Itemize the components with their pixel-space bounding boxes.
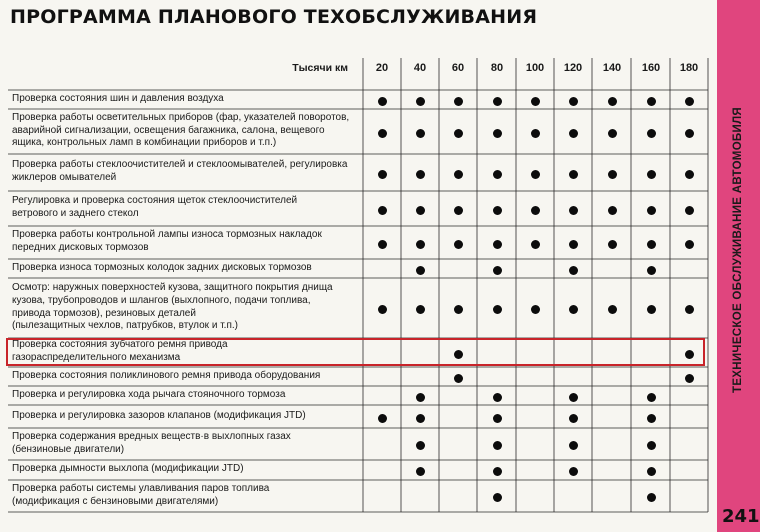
service-dot-20 [378,97,387,106]
row-label-line: Регулировка и проверка состояния щеток стеклоочистителей [12,195,298,207]
service-dot-40 [416,206,425,215]
row-label-line: передних дисковых тормозов [12,242,149,253]
service-dot-160 [647,493,656,502]
service-dot-180 [685,240,694,249]
service-dot-180 [685,305,694,314]
service-dot-100 [531,97,540,106]
column-header-120: 120 [563,62,583,74]
service-dot-80 [493,170,502,179]
row-label-line: (модификация с бензиновыми двигателями) [12,495,219,507]
service-dot-160 [647,206,656,215]
service-dot-160 [647,441,656,450]
service-dot-160 [647,266,656,275]
service-dot-40 [416,441,425,450]
service-dot-160 [647,467,656,476]
service-dot-80 [493,206,502,215]
service-dot-60 [454,374,463,383]
service-dot-160 [647,393,656,402]
service-dot-80 [493,393,502,402]
service-dot-160 [647,97,656,106]
service-dot-140 [608,206,617,215]
column-header-60: 60 [451,62,465,74]
service-dot-60 [454,129,463,138]
row-label-line: Проверка износа тормозных колодок задних дисковых тормозов [12,261,312,273]
service-dot-120 [569,170,578,179]
service-dot-180 [685,206,694,215]
service-dot-180 [685,129,694,138]
service-dot-80 [493,97,502,106]
row-label-line: Проверка содержания вредных веществ·в выхлопных газах [12,430,291,442]
service-dot-40 [416,393,425,402]
service-dot-60 [454,305,463,314]
row-label-line: Проверка дымности выхлопа (модификации JTD) [12,463,244,475]
row-label-line: аварийной сигнализации, освещения багажника, салона, вещевого [12,124,325,136]
service-dot-140 [608,240,617,249]
page-title: ПРОГРАММА ПЛАНОВОГО ТЕХОБСЛУЖИВАНИЯ [10,6,538,28]
row-label-line: Проверка работы осветительных приборов (фар, указателей поворотов, [12,112,350,124]
service-dot-20 [378,414,387,423]
service-dot-100 [531,129,540,138]
service-dot-160 [647,414,656,423]
service-dot-40 [416,467,425,476]
highlight-box [6,338,705,366]
row-label-line: жиклеров омывателей [12,172,117,183]
service-dot-60 [454,170,463,179]
row-label-line: Проверка работы стеклоочистителей и стеклоомывателей, регулировка [12,159,348,171]
service-dot-100 [531,305,540,314]
column-header-20: 20 [375,62,389,74]
service-dot-40 [416,305,425,314]
row-label-line: Проверка состояния зубчатого ремня привода [12,339,228,351]
service-dot-120 [569,240,578,249]
service-dot-120 [569,97,578,106]
column-header-40: 40 [413,62,427,74]
service-dot-60 [454,97,463,106]
service-dot-140 [608,170,617,179]
service-dot-60 [454,206,463,215]
service-dot-140 [608,129,617,138]
service-dot-80 [493,240,502,249]
row-label-line: (бензиновые двигатели) [12,443,125,455]
column-header-80: 80 [490,62,504,74]
column-header-140: 140 [602,62,622,74]
service-dot-120 [569,393,578,402]
service-dot-80 [493,493,502,502]
service-dot-120 [569,129,578,138]
service-dot-180 [685,97,694,106]
service-dot-80 [493,305,502,314]
service-dot-120 [569,206,578,215]
service-dot-20 [378,240,387,249]
service-dot-80 [493,414,502,423]
service-dot-20 [378,129,387,138]
service-dot-120 [569,414,578,423]
service-dot-140 [608,97,617,106]
service-dot-80 [493,467,502,476]
service-dot-40 [416,170,425,179]
row-label-line: газораспределительного механизма [12,352,181,363]
service-dot-120 [569,266,578,275]
row-label-line: кузова, трубопроводов и шлангов (выхлопного, подачи топлива, [12,294,311,306]
service-dot-80 [493,441,502,450]
service-dot-40 [416,266,425,275]
service-dot-160 [647,170,656,179]
service-dot-20 [378,305,387,314]
row-label-line: Проверка состояния поликлинового ремня привода оборудования [12,369,321,381]
column-header-160: 160 [641,62,661,74]
service-dot-160 [647,305,656,314]
service-dot-100 [531,170,540,179]
row-label-line: Проверка и регулировка зазоров клапанов (модификация JTD) [12,409,306,421]
service-dot-40 [416,129,425,138]
service-dot-120 [569,467,578,476]
row-label-line: Осмотр: наружных поверхностей кузова, защитного покрытия днища [12,282,333,294]
row-label-line: ветрового и заднего стекол [12,208,139,219]
page-number: 241 [722,506,760,527]
service-dot-180 [685,170,694,179]
row-label-line: ящика, контрольных ламп в комбинации приборов и т.п.) [12,137,277,149]
row-label-line: привода тормозов), резиновых деталей [12,307,196,319]
service-dot-120 [569,305,578,314]
service-dot-20 [378,206,387,215]
row-label-line: Проверка работы системы улавливания паров топлива [12,482,270,494]
column-header-100: 100 [525,62,545,74]
service-dot-120 [569,441,578,450]
service-dot-140 [608,305,617,314]
service-dot-40 [416,97,425,106]
column-header-180: 180 [679,62,699,74]
service-dot-180 [685,374,694,383]
row-label-line: Проверка и регулировка хода рычага стояночного тормоза [12,388,286,400]
service-dot-20 [378,170,387,179]
service-dot-100 [531,240,540,249]
side-section-label: ТЕХНИЧЕСКОЕ ОБСЛУЖИВАНИЕ АВТОМОБИЛЯ [732,107,744,393]
service-dot-100 [531,206,540,215]
row-label-line: Проверка состояния шин и давления воздуха [12,92,224,104]
service-dot-80 [493,266,502,275]
row-label-line: (пылезащитных чехлов, патрубков, втулок и т.п.) [12,320,238,332]
service-dot-80 [493,129,502,138]
column-header-label: Тысячи км [292,62,348,74]
row-label-line: Проверка работы контрольной лампы износа тормозных накладок [12,229,322,241]
service-dot-160 [647,240,656,249]
service-dot-160 [647,129,656,138]
service-dot-60 [454,240,463,249]
service-dot-40 [416,414,425,423]
service-dot-40 [416,240,425,249]
